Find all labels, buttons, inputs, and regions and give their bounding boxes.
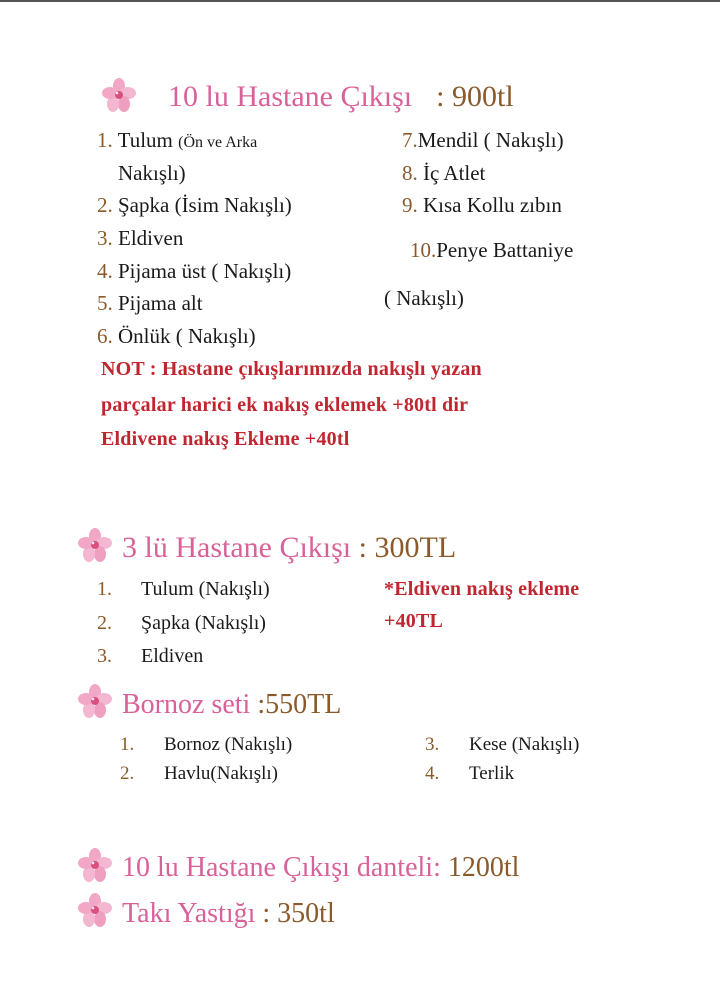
list-item: 7.Mendil ( Nakışlı) bbox=[402, 128, 564, 152]
list-item: 3. Kese (Nakışlı) bbox=[425, 734, 580, 755]
list-item: 6. Önlük ( Nakışlı) bbox=[97, 324, 256, 348]
list-item: 2. Şapka (İsim Nakışlı) bbox=[97, 193, 292, 217]
list-item: 8. İç Atlet bbox=[402, 161, 486, 185]
top-border bbox=[0, 0, 720, 2]
flower-icon bbox=[78, 528, 112, 562]
note-text: Eldivene nakış Ekleme +40tl bbox=[101, 428, 350, 450]
list-item: 4. Pijama üst ( Nakışlı) bbox=[97, 259, 292, 283]
list-item: 3. Eldiven bbox=[97, 226, 184, 250]
note-text: +40TL bbox=[384, 610, 444, 632]
note-text: *Eldiven nakış ekleme bbox=[384, 578, 580, 600]
list-item: 2. Havlu(Nakışlı) bbox=[120, 763, 278, 784]
section1-heading: 10 lu Hastane Çıkışı : 900tl bbox=[168, 80, 514, 113]
list-item: 1. Bornoz (Nakışlı) bbox=[120, 734, 293, 755]
flower-icon bbox=[102, 78, 136, 112]
note-text: NOT : Hastane çıkışlarımızda nakışlı yazan bbox=[101, 358, 482, 380]
list-item: 4. Terlik bbox=[425, 763, 515, 784]
section3-heading: Bornoz seti :550TL bbox=[122, 689, 342, 720]
list-item: ( Nakışlı) bbox=[384, 286, 464, 310]
list-item: 3. Eldiven bbox=[97, 645, 204, 667]
section5-heading: Takı Yastığı : 350tl bbox=[122, 898, 335, 929]
section4-heading: 10 lu Hastane Çıkışı danteli: 1200tl bbox=[122, 852, 520, 883]
list-item: 2. Şapka (Nakışlı) bbox=[97, 612, 266, 634]
list-item: 5. Pijama alt bbox=[97, 291, 203, 315]
list-item: 9. Kısa Kollu zıbın bbox=[402, 193, 562, 217]
list-item: Nakışlı) bbox=[118, 161, 186, 185]
list-item: 1. Tulum (Nakışlı) bbox=[97, 578, 270, 600]
list-item: 1. Tulum (Ön ve Arka bbox=[97, 128, 258, 152]
flower-icon bbox=[78, 684, 112, 718]
flower-icon bbox=[78, 893, 112, 927]
section2-heading: 3 lü Hastane Çıkışı : 300TL bbox=[122, 531, 457, 564]
note-text: parçalar harici ek nakış eklemek +80tl dir bbox=[101, 394, 469, 416]
flower-icon bbox=[78, 848, 112, 882]
list-item: 10.Penye Battaniye bbox=[410, 238, 574, 262]
